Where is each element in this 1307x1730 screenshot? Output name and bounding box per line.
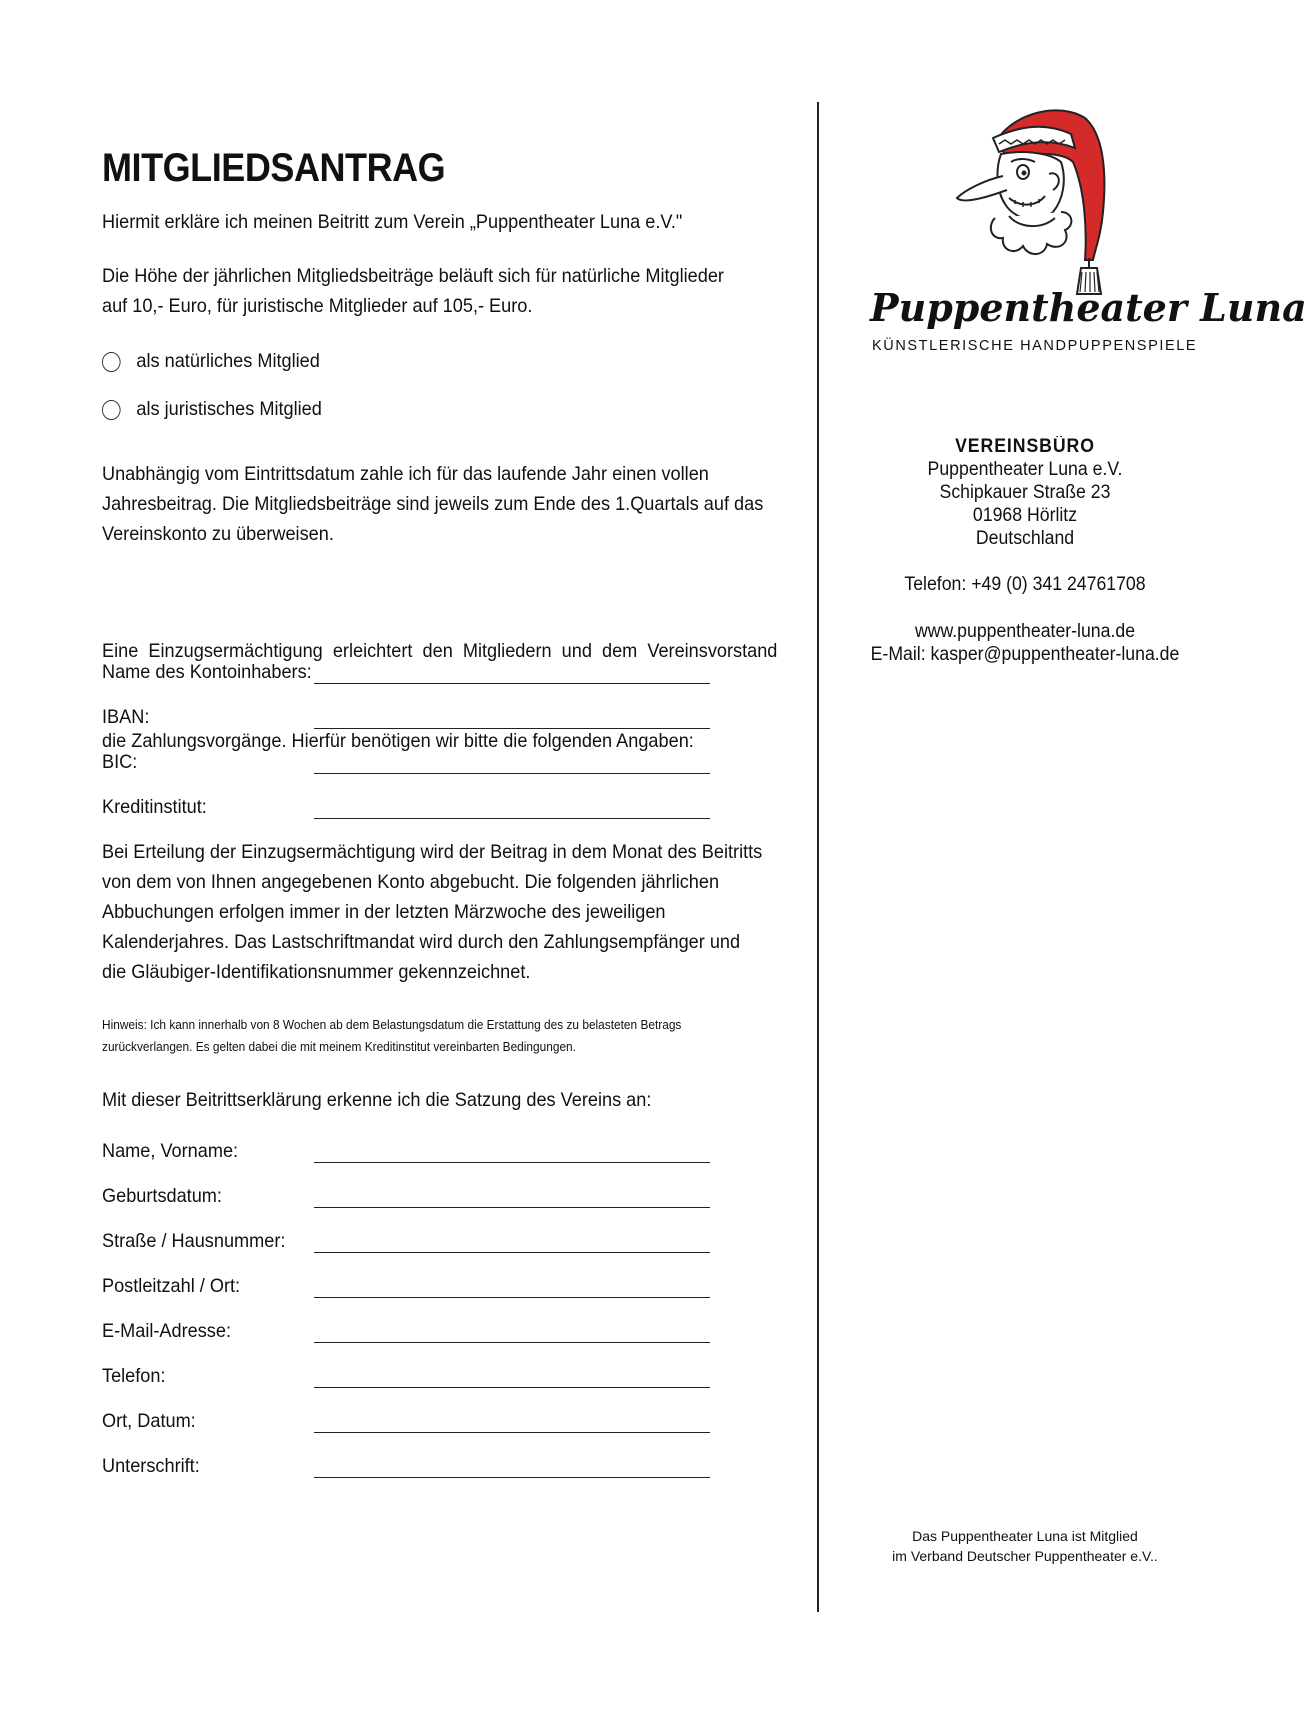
payment-info-line: Jahresbeitrag. Die Mitgliedsbeiträge sind jeweils zum Ende des 1.Quartals auf das xyxy=(102,493,764,515)
kasper-puppet-icon xyxy=(945,100,1125,300)
debit-details-paragraph xyxy=(102,837,762,987)
bank-name-field[interactable] xyxy=(314,818,710,819)
hint-line: Hinweis: Ich kann innerhalb von 8 Wochen ab dem Belastungsdatum die Erstattung des zu belasteten Betrags xyxy=(102,1018,682,1032)
fees-paragraph xyxy=(102,261,724,321)
bic-field[interactable] xyxy=(314,773,710,774)
fees-line: Die Höhe der jährlichen Mitgliedsbeiträge beläuft sich für natürliche Mitglieder xyxy=(102,265,724,287)
name-label: Name, Vorname: xyxy=(102,1140,239,1162)
phone-label: Telefon: xyxy=(102,1365,166,1387)
radio-button-legal[interactable] xyxy=(102,400,121,420)
signature-field[interactable] xyxy=(314,1477,710,1478)
radio-label: als natürliches Mitglied xyxy=(136,350,320,372)
direct-debit-line: Eine Einzugsermächtigung erleichtert den Mitgliedern und dem Vereinsvorstand xyxy=(102,640,778,662)
brand-tagline: KÜNSTLERISCHE HANDPUPPENSPIELE xyxy=(872,338,1198,354)
payment-info-paragraph xyxy=(102,459,763,549)
debit-details-line: Kalenderjahres. Das Lastschriftmandat wird durch den Zahlungsempfänger und xyxy=(102,931,741,953)
hint-note xyxy=(102,1014,681,1058)
radio-button-natural[interactable] xyxy=(102,352,121,372)
association-membership-note xyxy=(860,1526,1190,1566)
street-label: Straße / Hausnummer: xyxy=(102,1230,286,1252)
payment-info-line: Vereinskonto zu überweisen. xyxy=(102,523,334,545)
fees-line: auf 10,- Euro, für juristische Mitglieder auf 105,- Euro. xyxy=(102,295,533,317)
debit-details-line: von dem von Ihnen angegebenen Konto abgebucht. Die folgenden jährlichen xyxy=(102,871,720,893)
footer-note-line: im Verband Deutscher Puppentheater e.V.. xyxy=(892,1548,1158,1564)
iban-field[interactable] xyxy=(314,728,710,729)
birthdate-field[interactable] xyxy=(314,1207,710,1208)
debit-details-line: Bei Erteilung der Einzugsermächtigung wird der Beitrag in dem Monat des Beitritts xyxy=(102,841,763,863)
place-date-field[interactable] xyxy=(314,1432,710,1433)
page-title: MITGLIEDSANTRAG xyxy=(102,146,446,190)
iban-label: IBAN: xyxy=(102,706,150,728)
signature-label: Unterschrift: xyxy=(102,1455,200,1477)
office-street: Schipkauer Straße 23 xyxy=(939,482,1111,503)
hint-line: zurückverlangen. Es gelten dabei die mit meinem Kreditinstitut vereinbarten Bedingungen. xyxy=(102,1040,576,1054)
membership-option-natural[interactable] xyxy=(102,350,320,373)
office-country: Deutschland xyxy=(975,528,1075,549)
postcode-city-field[interactable] xyxy=(314,1297,710,1298)
office-website-link[interactable]: www.puppentheater-luna.de xyxy=(914,621,1136,642)
footer-note-line: Das Puppentheater Luna ist Mitglied xyxy=(912,1528,1138,1544)
intro-text: Hiermit erkläre ich meinen Beitritt zum Verein „Puppentheater Luna e.V." xyxy=(102,211,683,233)
office-heading: VEREINSBÜRO xyxy=(955,436,1095,457)
office-phone: Telefon: +49 (0) 341 24761708 xyxy=(904,574,1146,595)
debit-details-line: die Gläubiger-Identifikationsnummer gekennzeichnet. xyxy=(102,961,531,983)
phone-field[interactable] xyxy=(314,1387,710,1388)
payment-info-line: Unabhängig vom Eintrittsdatum zahle ich für das laufende Jahr einen vollen xyxy=(102,463,709,485)
bic-label: BIC: xyxy=(102,751,138,773)
birthdate-label: Geburtsdatum: xyxy=(102,1185,222,1207)
office-city: 01968 Hörlitz xyxy=(972,505,1078,526)
office-name: Puppentheater Luna e.V. xyxy=(927,459,1123,480)
postcode-city-label: Postleitzahl / Ort: xyxy=(102,1275,241,1297)
account-holder-label: Name des Kontoinhabers: xyxy=(102,661,312,683)
office-address xyxy=(853,435,1197,550)
email-field[interactable] xyxy=(314,1342,710,1343)
debit-details-line: Abbuchungen erfolgen immer in der letzten Märzwoche des jeweiligen xyxy=(102,901,666,923)
account-holder-field[interactable] xyxy=(314,683,710,684)
brand-name: Puppentheater Luna xyxy=(870,285,1307,330)
radio-label: als juristisches Mitglied xyxy=(136,398,322,420)
column-divider xyxy=(817,102,819,1612)
office-contact xyxy=(853,620,1197,666)
street-field[interactable] xyxy=(314,1252,710,1253)
email-label: E-Mail-Adresse: xyxy=(102,1320,231,1342)
name-field[interactable] xyxy=(314,1162,710,1163)
membership-option-legal[interactable] xyxy=(102,398,322,421)
statute-acknowledgement: Mit dieser Beitrittserklärung erkenne ich die Satzung des Vereins an: xyxy=(102,1089,652,1111)
direct-debit-line: die Zahlungsvorgänge. Hierfür benötigen wir bitte die folgenden Angaben: xyxy=(102,730,694,752)
office-email-link[interactable]: E-Mail: kasper@puppentheater-luna.de xyxy=(870,644,1180,665)
bank-name-label: Kreditinstitut: xyxy=(102,796,207,818)
place-date-label: Ort, Datum: xyxy=(102,1410,196,1432)
